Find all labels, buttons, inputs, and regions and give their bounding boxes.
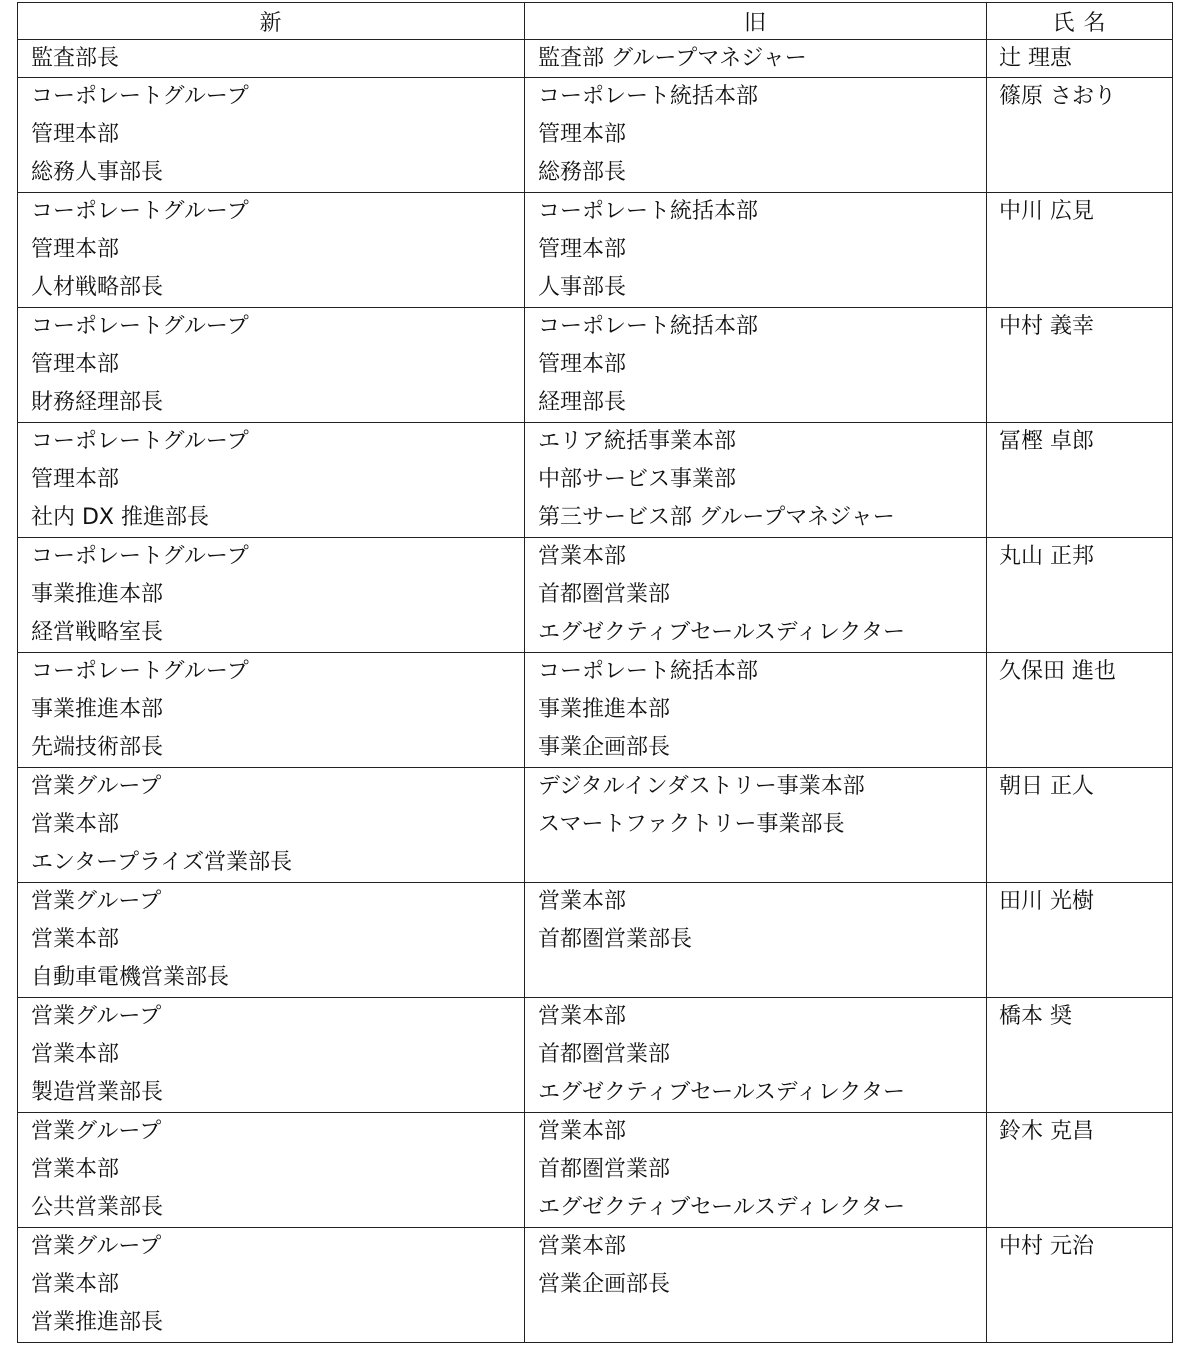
old-position-line: 第三サービス部 グループマネジャー (538, 505, 895, 530)
new-position-line: エンタープライズ営業部長 (31, 850, 293, 875)
person-name-cell (987, 653, 1173, 768)
old-position-line: 管理本部 (538, 122, 627, 147)
new-position-line: 営業グループ (31, 774, 162, 799)
old-position-cell (525, 1113, 987, 1228)
person-name-cell (987, 883, 1173, 998)
new-position-cell (18, 538, 525, 653)
old-position-line: 営業本部 (538, 544, 627, 569)
person-name: 中川 広見 (999, 199, 1094, 224)
person-name: 橋本 奨 (999, 1004, 1072, 1029)
person-name: 中村 義幸 (999, 314, 1094, 339)
person-name: 丸山 正邦 (999, 544, 1094, 569)
new-position-line: 製造営業部長 (31, 1080, 164, 1105)
old-position-line: 総務部長 (538, 160, 627, 185)
new-position-line: コーポレートグループ (31, 659, 249, 684)
header-new: 新 (18, 3, 525, 40)
old-position-line: 首都圏営業部 (538, 582, 671, 607)
old-position-line: 事業企画部長 (538, 735, 671, 760)
new-position-line: 監査部長 (31, 46, 120, 71)
new-position-line: 公共営業部長 (31, 1195, 164, 1220)
old-position-cell (525, 308, 987, 423)
table-row (18, 768, 1173, 883)
new-position-cell (18, 308, 525, 423)
table-row (18, 78, 1173, 193)
new-position-line: 営業推進部長 (31, 1310, 164, 1335)
person-name-cell (987, 768, 1173, 883)
person-name: 朝日 正人 (999, 774, 1094, 799)
person-name: 鈴木 克昌 (999, 1119, 1094, 1144)
new-position-line: 営業グループ (31, 889, 162, 914)
header-row (18, 3, 1173, 40)
new-position-cell (18, 423, 525, 538)
new-position-line: コーポレートグループ (31, 199, 249, 224)
table-row (18, 40, 1173, 78)
new-position-line: 社内 DX 推進部長 (31, 505, 209, 530)
old-position-line: 首都圏営業部長 (538, 927, 693, 952)
old-position-line: 経理部長 (538, 390, 627, 415)
table-row (18, 883, 1173, 998)
person-name-cell (987, 998, 1173, 1113)
old-position-line: 営業本部 (538, 1234, 627, 1259)
person-name-cell (987, 40, 1173, 78)
old-position-line: デジタルインダストリー事業本部 (538, 774, 865, 799)
table-row (18, 423, 1173, 538)
old-position-line: 営業企画部長 (538, 1272, 671, 1297)
new-position-line: 営業本部 (31, 1272, 120, 1297)
person-name-cell (987, 1113, 1173, 1228)
old-position-cell (525, 883, 987, 998)
old-position-line (525, 1304, 986, 1342)
table-row (18, 193, 1173, 308)
old-position-line: エグゼクティブセールスディレクター (538, 620, 905, 645)
old-position-line: 首都圏営業部 (538, 1042, 671, 1067)
new-position-line: 管理本部 (31, 122, 120, 147)
old-position-line: 人事部長 (538, 275, 627, 300)
new-position-line: 管理本部 (31, 467, 120, 492)
new-position-line: コーポレートグループ (31, 544, 249, 569)
old-position-cell (525, 1228, 987, 1343)
old-position-line: 中部サービス事業部 (538, 467, 737, 492)
new-position-line: コーポレートグループ (31, 314, 249, 339)
new-position-cell (18, 768, 525, 883)
person-name: 中村 元治 (999, 1234, 1094, 1259)
new-position-line: 営業本部 (31, 812, 120, 837)
header-old: 旧 (525, 3, 987, 40)
old-position-line: 首都圏営業部 (538, 1157, 671, 1182)
old-position-cell (525, 998, 987, 1113)
new-position-line: 先端技術部長 (31, 735, 164, 760)
table-row (18, 653, 1173, 768)
new-position-line: 営業本部 (31, 927, 120, 952)
new-position-line: 管理本部 (31, 237, 120, 262)
table-row (18, 998, 1173, 1113)
old-position-line: 事業推進本部 (538, 697, 671, 722)
table-row (18, 308, 1173, 423)
old-position-cell (525, 423, 987, 538)
old-position-line: 営業本部 (538, 1004, 627, 1029)
new-position-line: 財務経理部長 (31, 390, 164, 415)
personnel-change-table (17, 2, 1173, 1343)
new-position-line: 営業グループ (31, 1004, 162, 1029)
new-position-cell (18, 40, 525, 78)
new-position-cell (18, 1228, 525, 1343)
new-position-line: 経営戦略室長 (31, 620, 164, 645)
person-name-cell (987, 423, 1173, 538)
new-position-line: 営業本部 (31, 1042, 120, 1067)
new-position-line: 事業推進本部 (31, 697, 164, 722)
table-row (18, 1228, 1173, 1343)
new-position-line: コーポレートグループ (31, 429, 249, 454)
new-position-cell (18, 1113, 525, 1228)
new-position-line: コーポレートグループ (31, 84, 249, 109)
new-position-line: 営業グループ (31, 1119, 162, 1144)
new-position-line: 自動車電機営業部長 (31, 965, 230, 990)
old-position-line: エリア統括事業本部 (538, 429, 737, 454)
old-position-line: 営業本部 (538, 889, 627, 914)
new-position-cell (18, 998, 525, 1113)
old-position-cell (525, 768, 987, 883)
person-name-cell (987, 193, 1173, 308)
person-name: 久保田 進也 (999, 659, 1116, 684)
person-name: 篠原 さおり (999, 84, 1116, 109)
old-position-line: 管理本部 (538, 352, 627, 377)
person-name-cell (987, 78, 1173, 193)
new-position-cell (18, 193, 525, 308)
old-position-line (525, 844, 986, 882)
person-name-cell (987, 538, 1173, 653)
person-name-cell (987, 308, 1173, 423)
new-position-cell (18, 78, 525, 193)
new-position-line: 管理本部 (31, 352, 120, 377)
old-position-cell (525, 538, 987, 653)
new-position-cell (18, 653, 525, 768)
person-name-cell (987, 1228, 1173, 1343)
old-position-cell (525, 78, 987, 193)
new-position-cell (18, 883, 525, 998)
old-position-line: 管理本部 (538, 237, 627, 262)
new-position-line: 営業本部 (31, 1157, 120, 1182)
person-name: 田川 光樹 (999, 889, 1094, 914)
old-position-line: スマートファクトリー事業部長 (538, 812, 845, 837)
new-position-line: 人材戦略部長 (31, 275, 164, 300)
old-position-line (525, 959, 986, 997)
person-name: 冨樫 卓郎 (999, 429, 1094, 454)
old-position-line: コーポレート統括本部 (538, 659, 759, 684)
old-position-line: 監査部 グループマネジャー (538, 46, 807, 71)
old-position-line: エグゼクティブセールスディレクター (538, 1080, 905, 1105)
old-position-line: エグゼクティブセールスディレクター (538, 1195, 905, 1220)
new-position-line: 営業グループ (31, 1234, 162, 1259)
old-position-cell (525, 653, 987, 768)
old-position-cell (525, 40, 987, 78)
old-position-line: コーポレート統括本部 (538, 199, 759, 224)
new-position-line: 総務人事部長 (31, 160, 164, 185)
person-name: 辻 理恵 (999, 46, 1072, 71)
old-position-line: コーポレート統括本部 (538, 314, 759, 339)
old-position-line: コーポレート統括本部 (538, 84, 759, 109)
old-position-line: 営業本部 (538, 1119, 627, 1144)
old-position-cell (525, 193, 987, 308)
header-name: 氏 名 (987, 3, 1173, 40)
table-row (18, 538, 1173, 653)
new-position-line: 事業推進本部 (31, 582, 164, 607)
table-row (18, 1113, 1173, 1228)
